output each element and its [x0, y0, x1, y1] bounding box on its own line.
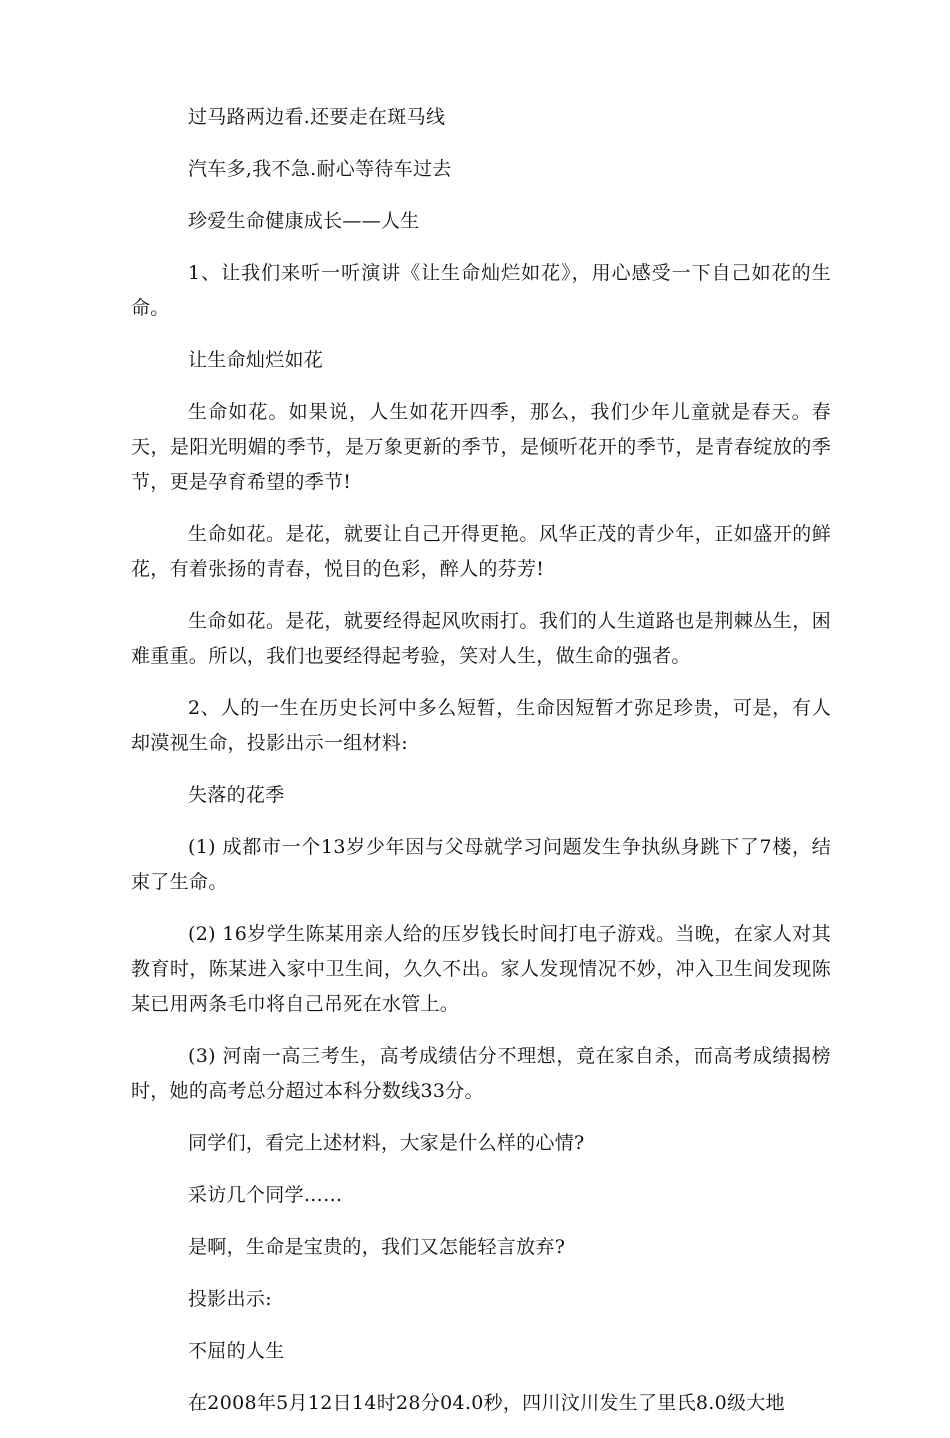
paragraph-question: 同学们，看完上述材料，大家是什么样的心情?: [188, 1132, 585, 1154]
material-item-3: (3) 河南一高三考生，高考成绩估分不理想，竟在家自杀，而高考成绩揭榜时，她的高考总分超过本科分数线33分。: [131, 1045, 831, 1102]
paragraph-interview: 采访几个同学……: [188, 1184, 343, 1206]
paragraph-materials-intro: 2、人的一生在历史长河中多么短暂，生命因短暂才弥足珍贵，可是，有人却漠视生命，投影出示一组材料:: [131, 697, 831, 754]
document-body: [131, 100, 831, 1438]
paragraph-wenchuan-earthquake: 在2008年5月12日14时28分04.0秒，四川汶川发生了里氏8.0级大地: [188, 1392, 785, 1414]
material-item-2: (2) 16岁学生陈某用亲人给的压岁钱长时间打电子游戏。当晚，在家人对其教育时，陈某进入家中卫生间，久久不出。家人发现情况不妙，冲入卫生间发现陈某已用两条毛巾将自己吊死在水管上。: [131, 923, 831, 1015]
paragraph-wait-cars: 汽车多,我不急.耐心等待车过去: [188, 158, 452, 180]
paragraph-life-like-flower-3: 生命如花。是花，就要经得起风吹雨打。我们的人生道路也是荆棘丛生，困难重重。所以，我们也要经得起考验，笑对人生，做生命的强者。: [131, 610, 831, 667]
speech-title: 让生命灿烂如花: [188, 349, 324, 371]
paragraph-life-precious: 是啊，生命是宝贵的，我们又怎能轻言放弃?: [188, 1236, 566, 1258]
material-item-1: (1) 成都市一个13岁少年因与父母就学习问题发生争执纵身跳下了7楼，结束了生命。: [131, 836, 831, 893]
paragraph-projection: 投影出示:: [188, 1288, 272, 1310]
material-heading-lost-season: 失落的花季: [188, 784, 285, 806]
paragraph-speech-intro: 1、让我们来听一听演讲《让生命灿烂如花》，用心感受一下自己如花的生命。: [131, 262, 831, 319]
paragraph-crossing-road: 过马路两边看.还要走在斑马线: [188, 106, 446, 128]
paragraph-life-like-flower-2: 生命如花。是花，就要让自己开得更艳。风华正茂的青少年，正如盛开的鲜花，有着张扬的青春，悦目的色彩，醉人的芬芳!: [131, 523, 831, 580]
paragraph-life-like-flower-1: 生命如花。如果说，人生如花开四季，那么，我们少年儿童就是春天。春天，是阳光明媚的季节，是万象更新的季节，是倾听花开的季节，是青春绽放的季节，更是孕育希望的季节!: [131, 401, 831, 493]
material-heading-unyielding-life: 不屈的人生: [188, 1340, 285, 1362]
section-heading-cherish-life: 珍爱生命健康成长——人生: [188, 210, 420, 232]
